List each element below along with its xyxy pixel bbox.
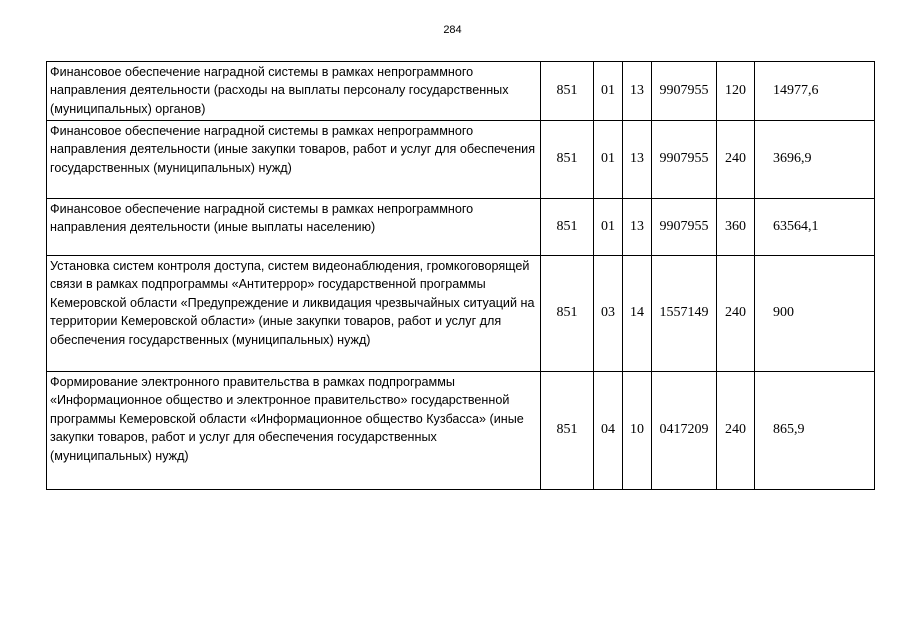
- row-description: Финансовое обеспечение наградной системы в рамках непрограммного направления деятельности (иные выплаты населению): [47, 199, 541, 256]
- section-code: 01: [594, 121, 623, 199]
- budget-table: [46, 61, 875, 490]
- target-item-code: 9907955: [652, 62, 717, 121]
- ministry-code: 851: [541, 199, 594, 256]
- ministry-code: 851: [541, 62, 594, 121]
- target-item-code: 0417209: [652, 372, 717, 490]
- amount: 865,9: [755, 372, 875, 490]
- table-row: [47, 62, 875, 121]
- section-code: 01: [594, 62, 623, 121]
- row-description: Формирование электронного правительства в рамках подпрограммы «Информационное общество и электронное правительство» государственной программы Кемеровской области «Информационное общество Кузбасса» (иные закупки товаров, работ и услуг для обеспечения государственных (муниципальных) нужд): [47, 372, 541, 490]
- amount: 14977,6: [755, 62, 875, 121]
- section-code: 04: [594, 372, 623, 490]
- row-description: Установка систем контроля доступа, систем видеонаблюдения, громкоговорящей связи в рамках подпрограммы «Антитеррор» государственной программы Кемеровской области «Предупреждение и ликвидация чрезвычайных ситуаций на территории Кемеровской области» (иные закупки товаров, работ и услуг для обеспечения государственных (муниципальных) нужд): [47, 256, 541, 372]
- subsection-code: 10: [623, 372, 652, 490]
- ministry-code: 851: [541, 121, 594, 199]
- subsection-code: 13: [623, 62, 652, 121]
- table-row: [47, 372, 875, 490]
- target-item-code: 1557149: [652, 256, 717, 372]
- row-description: Финансовое обеспечение наградной системы в рамках непрограммного направления деятельности (иные закупки товаров, работ и услуг для обеспечения государственных (муниципальных) нужд): [47, 121, 541, 199]
- subsection-code: 13: [623, 199, 652, 256]
- expense-type-code: 120: [717, 62, 755, 121]
- table-row: [47, 121, 875, 199]
- amount: 3696,9: [755, 121, 875, 199]
- expense-type-code: 360: [717, 199, 755, 256]
- section-code: 03: [594, 256, 623, 372]
- table-row: [47, 199, 875, 256]
- expense-type-code: 240: [717, 256, 755, 372]
- expense-type-code: 240: [717, 121, 755, 199]
- ministry-code: 851: [541, 256, 594, 372]
- section-code: 01: [594, 199, 623, 256]
- subsection-code: 13: [623, 121, 652, 199]
- target-item-code: 9907955: [652, 121, 717, 199]
- amount: 63564,1: [755, 199, 875, 256]
- expense-type-code: 240: [717, 372, 755, 490]
- subsection-code: 14: [623, 256, 652, 372]
- table-row: [47, 256, 875, 372]
- page-number: 284: [443, 24, 462, 36]
- target-item-code: 9907955: [652, 199, 717, 256]
- amount: 900: [755, 256, 875, 372]
- ministry-code: 851: [541, 372, 594, 490]
- row-description: Финансовое обеспечение наградной системы в рамках непрограммного направления деятельности (расходы на выплаты персоналу государственных (муниципальных) органов): [47, 62, 541, 121]
